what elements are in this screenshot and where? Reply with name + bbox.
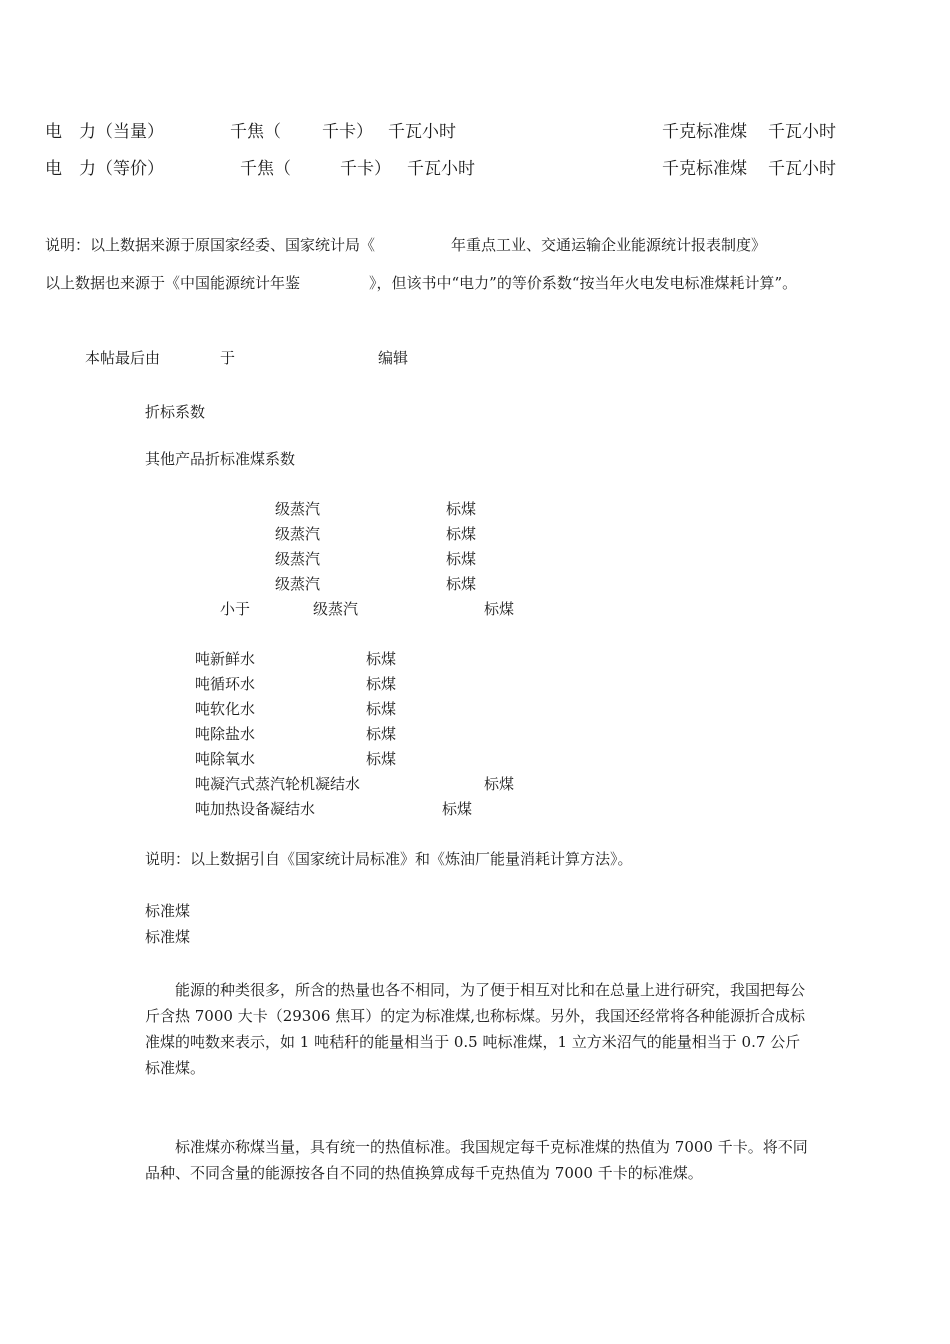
source-note-2a: 以上数据也来源于《中国能源统计年鉴 [45,274,301,292]
electricity-row-1-name: 电 力（当量） [45,122,164,142]
steam-last-prefix: 小于 [220,600,251,618]
electricity-row-2-kj: 千焦（ [240,159,291,179]
source-note-2b: 》，但该书中“电力”的等价系数“按当年火电发电标准煤耗计算”。 [369,274,798,292]
water-label: 吨循环水 [195,675,256,693]
steam-value: 标煤 [446,550,477,568]
paragraph-energy-types-text: 能源的种类很多，所含的热量也各不相同，为了便于相互对比和在总量上进行研究，我国把每公斤含热 7000 大卡（29306 焦耳）的定为标准煤,也称标煤。另外，我国还经常将各种能源折合成标准煤的吨数来表示，如 1 吨秸秆的能量相当于 0.5 吨标准煤，1 立方米沼气的能量相当于 0.7 公斤标准煤。 [145,981,806,1077]
electricity-row-1-kj: 千焦（ [230,122,281,142]
source-note-1a: 说明：以上数据来源于原国家经委、国家统计局《 [45,236,376,254]
water-label: 吨除氧水 [195,750,256,768]
edit-line-edited: 编辑 [378,349,409,367]
steam-label: 级蒸汽 [275,525,321,543]
electricity-row-2-name: 电 力（等价） [45,159,164,179]
electricity-row-1-unit: 千瓦小时 [388,122,456,142]
edit-line-prefix: 本帖最后由 [85,349,161,367]
steam-label: 级蒸汽 [275,575,321,593]
water-value: 标煤 [366,675,397,693]
steam-value: 标煤 [446,575,477,593]
source-note-3: 说明：以上数据引自《国家统计局标准》和《炼油厂能量消耗计算方法》。 [145,850,633,868]
electricity-row-1-kcal: 千卡） [322,122,373,142]
heading-conversion-factor: 折标系数 [145,403,206,421]
electricity-row-2-kcal: 千卡） [340,159,391,179]
steam-value: 标煤 [446,500,477,518]
heading-other-products: 其他产品折标准煤系数 [145,450,296,468]
steam-label: 级蒸汽 [275,550,321,568]
electricity-row-2-coef: 千克标准煤 [662,159,747,179]
electricity-row-1-coef-unit: 千瓦小时 [768,122,836,142]
steam-last-value: 标煤 [484,600,515,618]
paragraph-standard-coal-text: 标准煤亦称煤当量，具有统一的热值标准。我国规定每千克标准煤的热值为 7000 千卡。将不同品种、不同含量的能源按各自不同的热值换算成每千克热值为 7000 千卡的标准煤。 [145,1138,808,1182]
water-label: 吨新鲜水 [195,650,256,668]
water-value: 标煤 [366,650,397,668]
steam-last-label: 级蒸汽 [313,600,359,618]
steam-value: 标煤 [446,525,477,543]
electricity-row-2-coef-unit: 千瓦小时 [768,159,836,179]
water-label: 吨除盐水 [195,725,256,743]
edit-line-at: 于 [220,349,236,367]
standard-coal-label: 标准煤 [145,928,191,946]
water-value: 标煤 [366,750,397,768]
electricity-row-1-coef: 千克标准煤 [662,122,747,142]
water-value: 标煤 [442,800,473,818]
electricity-row-2-unit: 千瓦小时 [407,159,475,179]
standard-coal-label: 标准煤 [145,902,191,920]
paragraph-energy-types [145,977,810,1081]
source-note-1b: 年重点工业、交通运输企业能源统计报表制度》 [451,236,767,254]
steam-label: 级蒸汽 [275,500,321,518]
water-label: 吨软化水 [195,700,256,718]
water-value: 标煤 [484,775,515,793]
water-label: 吨加热设备凝结水 [195,800,316,818]
water-value: 标煤 [366,725,397,743]
paragraph-standard-coal [145,1134,810,1186]
water-value: 标煤 [366,700,397,718]
water-label: 吨凝汽式蒸汽轮机凝结水 [195,775,361,793]
